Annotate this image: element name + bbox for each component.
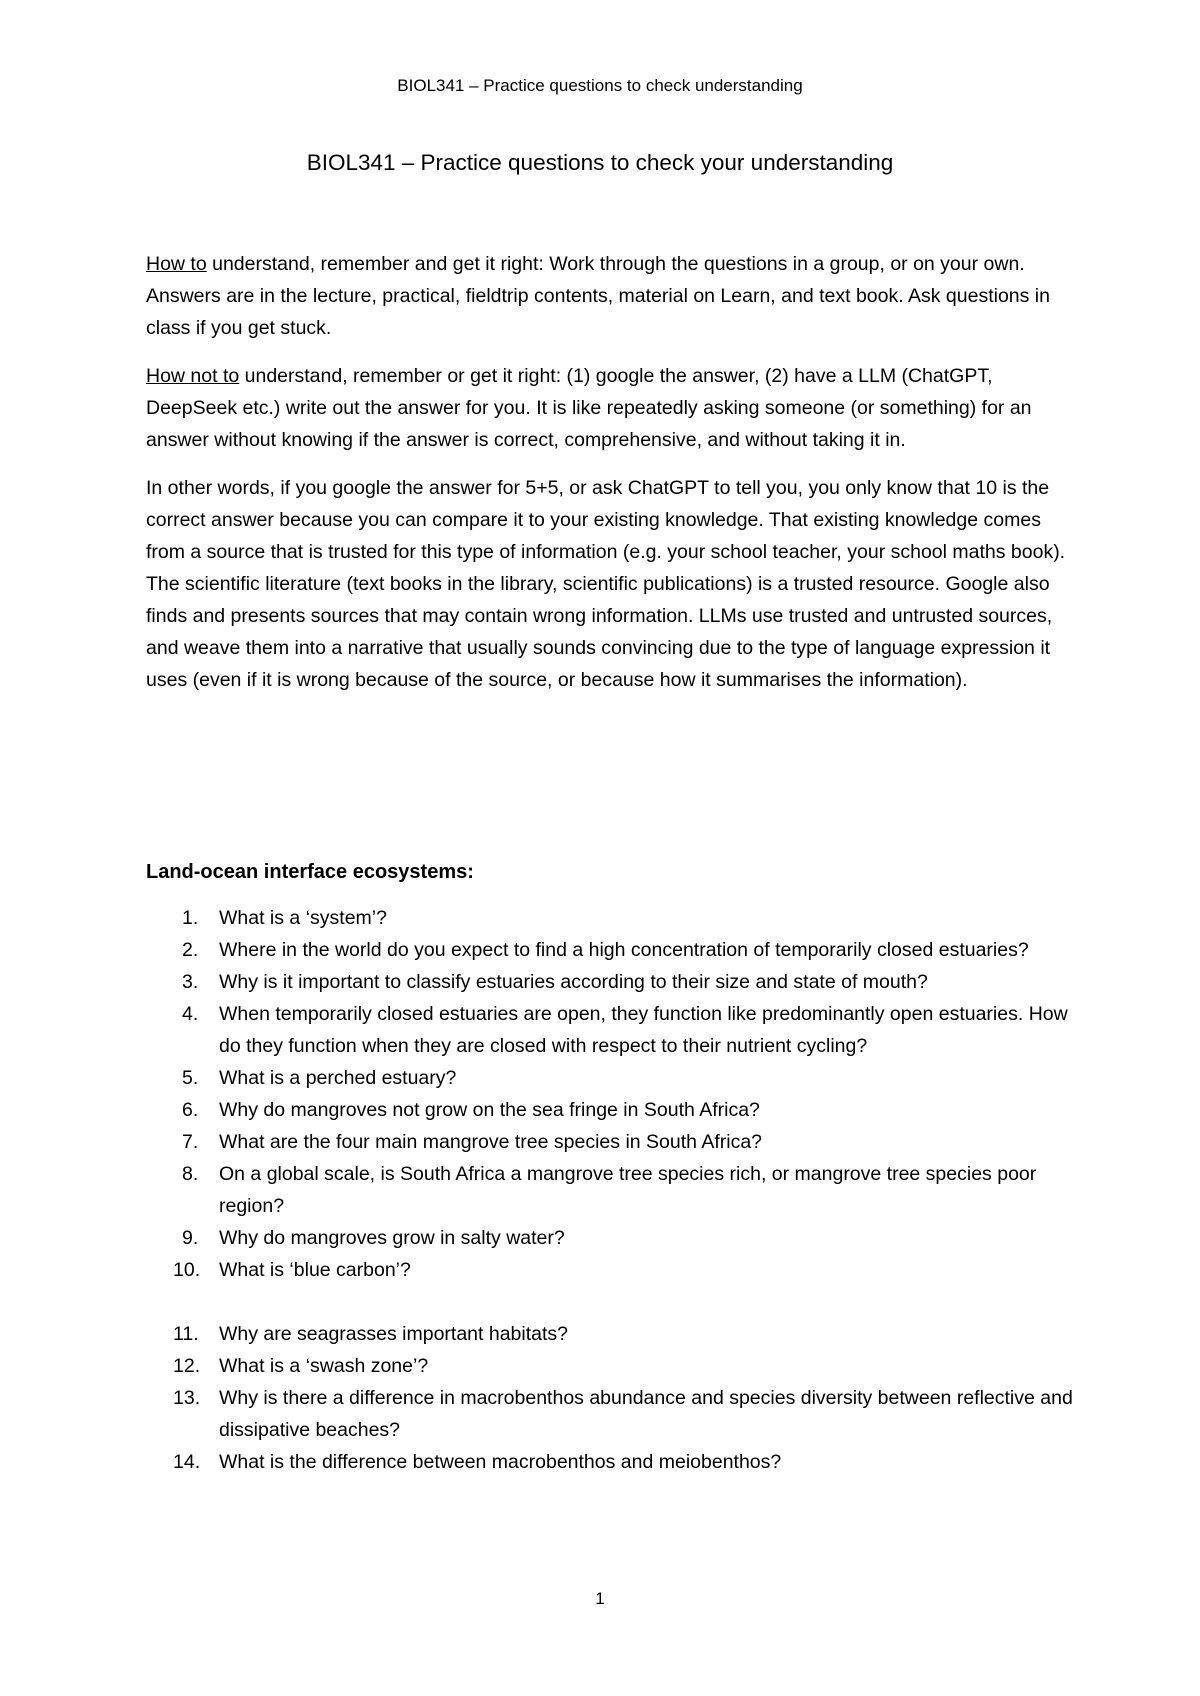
question-item: [146, 1382, 1076, 1446]
question-number: 5.: [182, 1067, 199, 1089]
intro-paragraph-2-text: understand, remember or get it right: (1) google the answer, (2) have a LLM (ChatGPT, DeepSeek etc.) write out the answer for you. It is like repeatedly asking someone (or something) for an answer without knowing if the answer is correct, comprehensive, and without taking it in.: [146, 365, 1032, 451]
question-text: What is a ‘swash zone’?: [219, 1355, 429, 1377]
intro-paragraph-3: In other words, if you google the answer for 5+5, or ask ChatGPT to tell you, you only know that 10 is the correct answer because you can compare it to your existing knowledge. That existing knowledge comes from a source that is trusted for this type of information (e.g. your school teacher, your school maths book). The scientific literature (text books in the library, scientific publications) is a trusted resource. Google also finds and presents sources that may contain wrong information. LLMs use trusted and untrusted sources, and weave them into a narrative that usually sounds convincing due to the type of language expression it uses (even if it is wrong because of the source, or because how it summarises the information).: [146, 477, 1066, 691]
question-text: Where in the world do you expect to find a high concentration of temporarily closed estuaries?: [219, 939, 1029, 961]
question-number: 13.: [173, 1387, 201, 1409]
question-text: What is a perched estuary?: [219, 1067, 457, 1089]
question-number: 9.: [182, 1227, 199, 1249]
question-item: [146, 902, 1076, 934]
question-item: [146, 1318, 1076, 1350]
question-item: [146, 1254, 1076, 1286]
question-text: What is ‘blue carbon’?: [219, 1259, 411, 1281]
question-number: 8.: [182, 1163, 199, 1185]
question-item: [146, 1222, 1076, 1254]
intro-paragraph-2: [146, 360, 1076, 456]
question-item: [146, 1062, 1076, 1094]
running-header: BIOL341 – Practice questions to check understanding: [397, 76, 803, 95]
question-number: 14.: [173, 1451, 201, 1473]
question-text: When temporarily closed estuaries are open, they function like predominantly open estuaries. How do they function when they are closed with respect to their nutrient cycling?: [219, 1003, 1068, 1057]
question-item: [146, 1350, 1076, 1382]
intro-paragraph-1: [146, 248, 1076, 344]
question-text: Why do mangroves grow in salty water?: [219, 1227, 565, 1249]
question-item: [146, 1158, 1076, 1222]
question-text: Why is there a difference in macrobenthos abundance and species diversity between reflective and dissipative beaches?: [219, 1387, 1073, 1441]
question-text: What is a ‘system’?: [219, 907, 387, 929]
question-text: Why do mangroves not grow on the sea fringe in South Africa?: [219, 1099, 760, 1121]
question-number: 3.: [182, 971, 199, 993]
question-number: 7.: [182, 1131, 199, 1153]
question-text: Why are seagrasses important habitats?: [219, 1323, 569, 1345]
question-number: 6.: [182, 1099, 199, 1121]
question-text: Why is it important to classify estuaries according to their size and state of mouth?: [219, 971, 928, 993]
question-number: 10.: [173, 1259, 201, 1281]
question-item: [146, 1094, 1076, 1126]
question-item: [146, 998, 1076, 1062]
question-item: [146, 934, 1076, 966]
question-number: 1.: [182, 907, 199, 929]
question-number: 12.: [173, 1355, 201, 1377]
question-item: [146, 1446, 1076, 1478]
question-list: [146, 902, 1076, 1478]
how-not-to-lead: How not to: [146, 365, 240, 387]
question-number: 11.: [173, 1323, 199, 1345]
intro-section: [146, 248, 1076, 712]
page-number: 1: [595, 1589, 605, 1608]
question-text: On a global scale, is South Africa a mangrove tree species rich, or mangrove tree species poor region?: [219, 1163, 1037, 1217]
question-item: [146, 966, 1076, 998]
intro-paragraph-1-text: understand, remember and get it right: Work through the questions in a group, or on your own. Answers are in the lecture, practical, fieldtrip contents, material on Learn, and text book. Ask questions in class if you get stuck.: [146, 253, 1050, 339]
how-to-lead: How to: [146, 253, 207, 275]
section-heading: Land-ocean interface ecosystems:: [146, 861, 474, 883]
question-text: What is the difference between macrobenthos and meiobenthos?: [219, 1451, 782, 1473]
question-text: What are the four main mangrove tree species in South Africa?: [219, 1131, 763, 1153]
question-item: [146, 1126, 1076, 1158]
question-number: 4.: [182, 1003, 199, 1025]
question-number: 2.: [182, 939, 199, 961]
document-title: BIOL341 – Practice questions to check your understanding: [306, 150, 894, 175]
